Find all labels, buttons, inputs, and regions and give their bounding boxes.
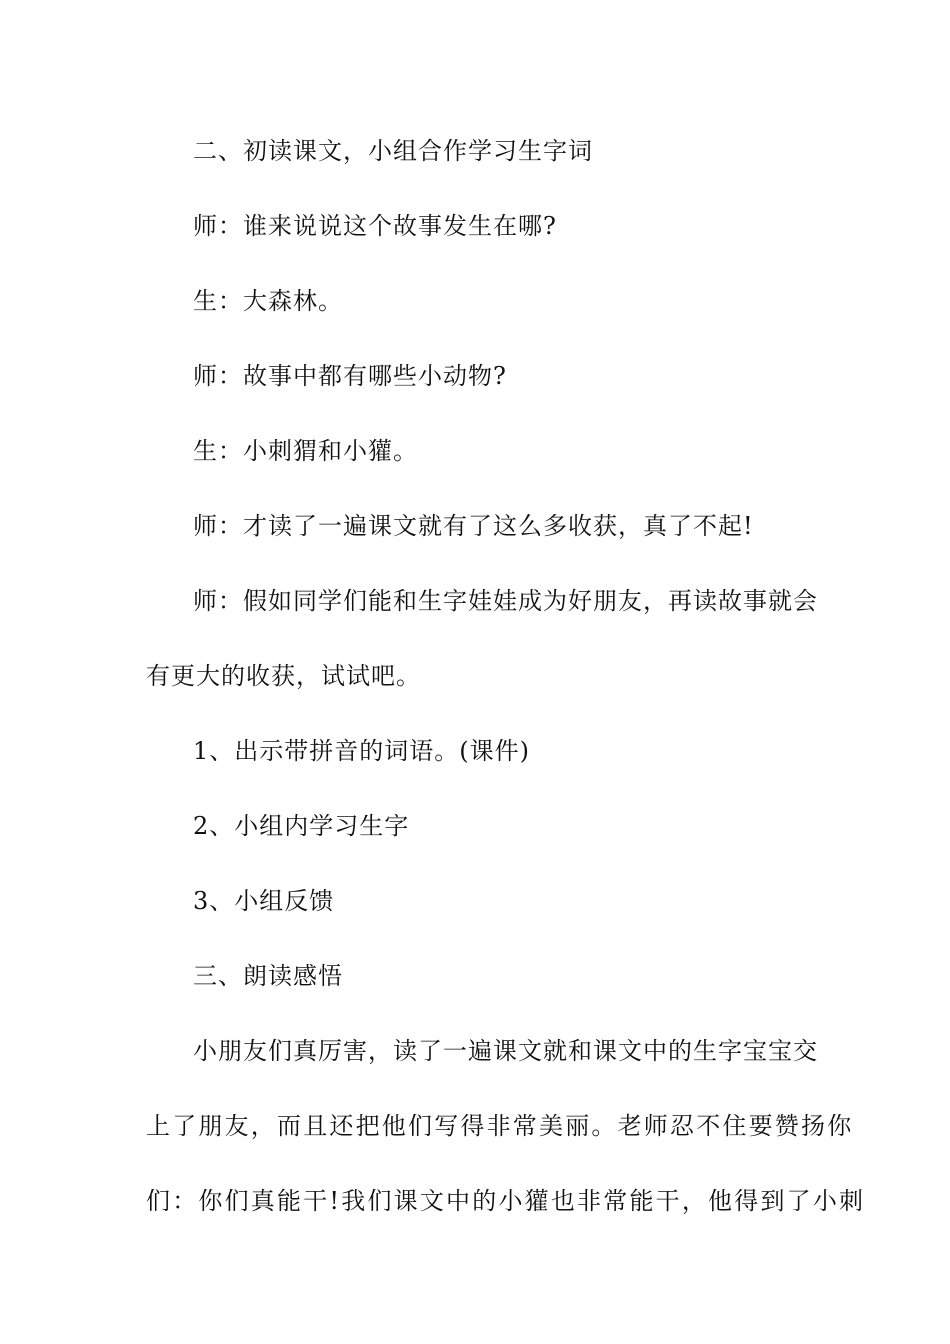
paragraph-teacher-prompt-line-2: 有更大的收获，试试吧。 bbox=[146, 662, 421, 690]
section-heading-2: 二、初读课文，小组合作学习生字词 bbox=[193, 137, 593, 165]
list-item-3: 3、小组反馈 bbox=[193, 887, 335, 915]
paragraph-teacher-question-2: 师：故事中都有哪些小动物? bbox=[193, 362, 507, 390]
paragraph-student-answer-2: 生：小刺猬和小獾。 bbox=[193, 437, 418, 465]
list-item-2: 2、小组内学习生字 bbox=[193, 812, 410, 840]
paragraph-reading-line-2: 上了朋友，而且还把他们写得非常美丽。老师忍不住要赞扬你 bbox=[146, 1112, 854, 1140]
paragraph-reading-line-3: 们：你们真能干!我们课文中的小獾也非常能干，他得到了小刺 bbox=[146, 1187, 866, 1215]
section-heading-3: 三、朗读感悟 bbox=[193, 962, 343, 990]
paragraph-teacher-question-1: 师：谁来说说这个故事发生在哪? bbox=[193, 212, 557, 240]
paragraph-reading-line-1: 小朋友们真厉害，读了一遍课文就和课文中的生字宝宝交 bbox=[193, 1037, 818, 1065]
paragraph-teacher-prompt-line-1: 师：假如同学们能和生字娃娃成为好朋友，再读故事就会 bbox=[193, 587, 818, 615]
list-item-1: 1、出示带拼音的词语。(课件) bbox=[193, 737, 530, 765]
paragraph-student-answer-1: 生：大森林。 bbox=[193, 287, 343, 315]
paragraph-teacher-praise: 师：才读了一遍课文就有了这么多收获，真了不起! bbox=[193, 512, 754, 540]
